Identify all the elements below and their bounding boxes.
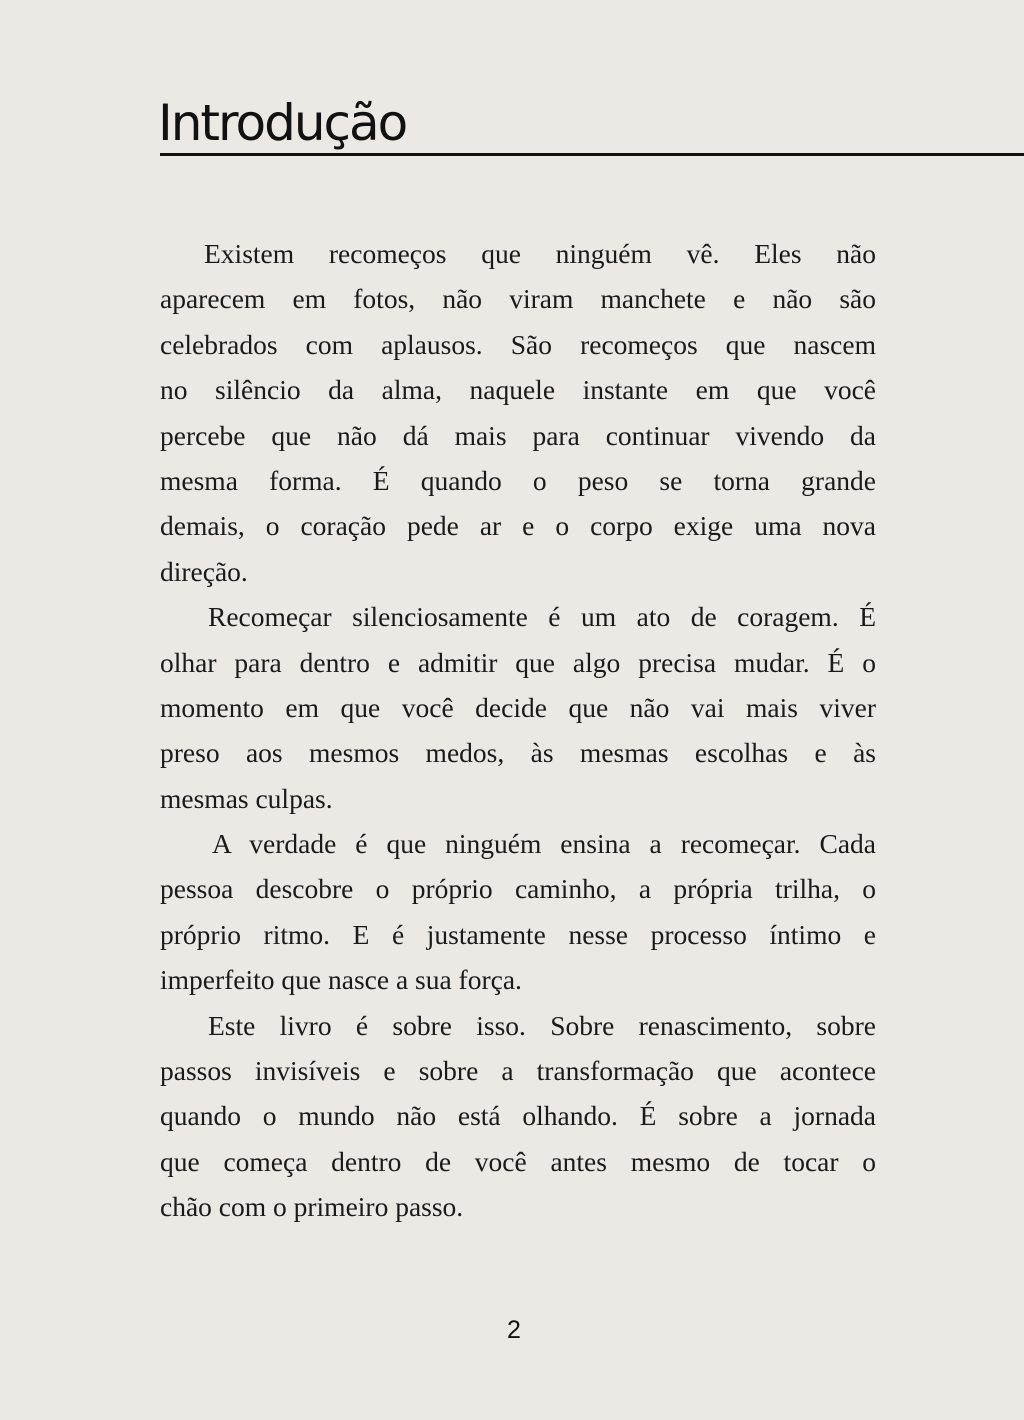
text-line: mesmas culpas. [160, 782, 333, 814]
text-line: percebe que não dá mais para continuar vivendo da [160, 419, 876, 451]
text-line: quando o mundo não está olhando. É sobre a jornada [160, 1100, 876, 1132]
text-line: celebrados com aplausos. São recomeços que nascem [160, 328, 876, 360]
paragraph [160, 821, 876, 1003]
text-line: aparecem em fotos, não viram manchete e não são [160, 283, 876, 315]
text-line: Existem recomeços que ninguém vê. Eles não [204, 238, 876, 269]
text-line: preso aos mesmos medos, às mesmas escolhas e às [160, 737, 876, 769]
text-line: demais, o coração pede ar e o corpo exige uma nova [160, 510, 876, 542]
paragraph [160, 594, 876, 821]
text-line: no silêncio da alma, naquele instante em que você [160, 374, 876, 406]
paragraph [160, 1003, 876, 1230]
text-line: mesma forma. É quando o peso se torna grande [160, 464, 876, 496]
text-line: imperfeito que nasce a sua força. [160, 964, 522, 996]
text-line: passos invisíveis e sobre a transformação que acontece [160, 1055, 876, 1087]
text-line: direção. [160, 555, 248, 587]
text-line: pessoa descobre o próprio caminho, a própria trilha, o [160, 873, 876, 905]
text-line: próprio ritmo. E é justamente nesse processo íntimo e [160, 918, 876, 950]
title-underline [160, 153, 1024, 156]
text-line: olhar para dentro e admitir que algo precisa mudar. É o [160, 646, 876, 678]
chapter-title: Introdução [158, 94, 407, 152]
chapter-body [160, 231, 876, 1230]
text-line: Recomeçar silenciosamente é um ato de coragem. É [208, 601, 876, 633]
paragraph [160, 231, 876, 594]
page-number: 2 [507, 1316, 521, 1344]
text-line: momento em que você decide que não vai mais viver [160, 691, 876, 723]
text-line: que começa dentro de você antes mesmo de tocar o [160, 1145, 876, 1177]
text-line: A verdade é que ninguém ensina a recomeçar. Cada [212, 828, 876, 860]
text-line: Este livro é sobre isso. Sobre renascimento, sobre [208, 1009, 876, 1041]
text-line: chão com o primeiro passo. [160, 1191, 464, 1223]
